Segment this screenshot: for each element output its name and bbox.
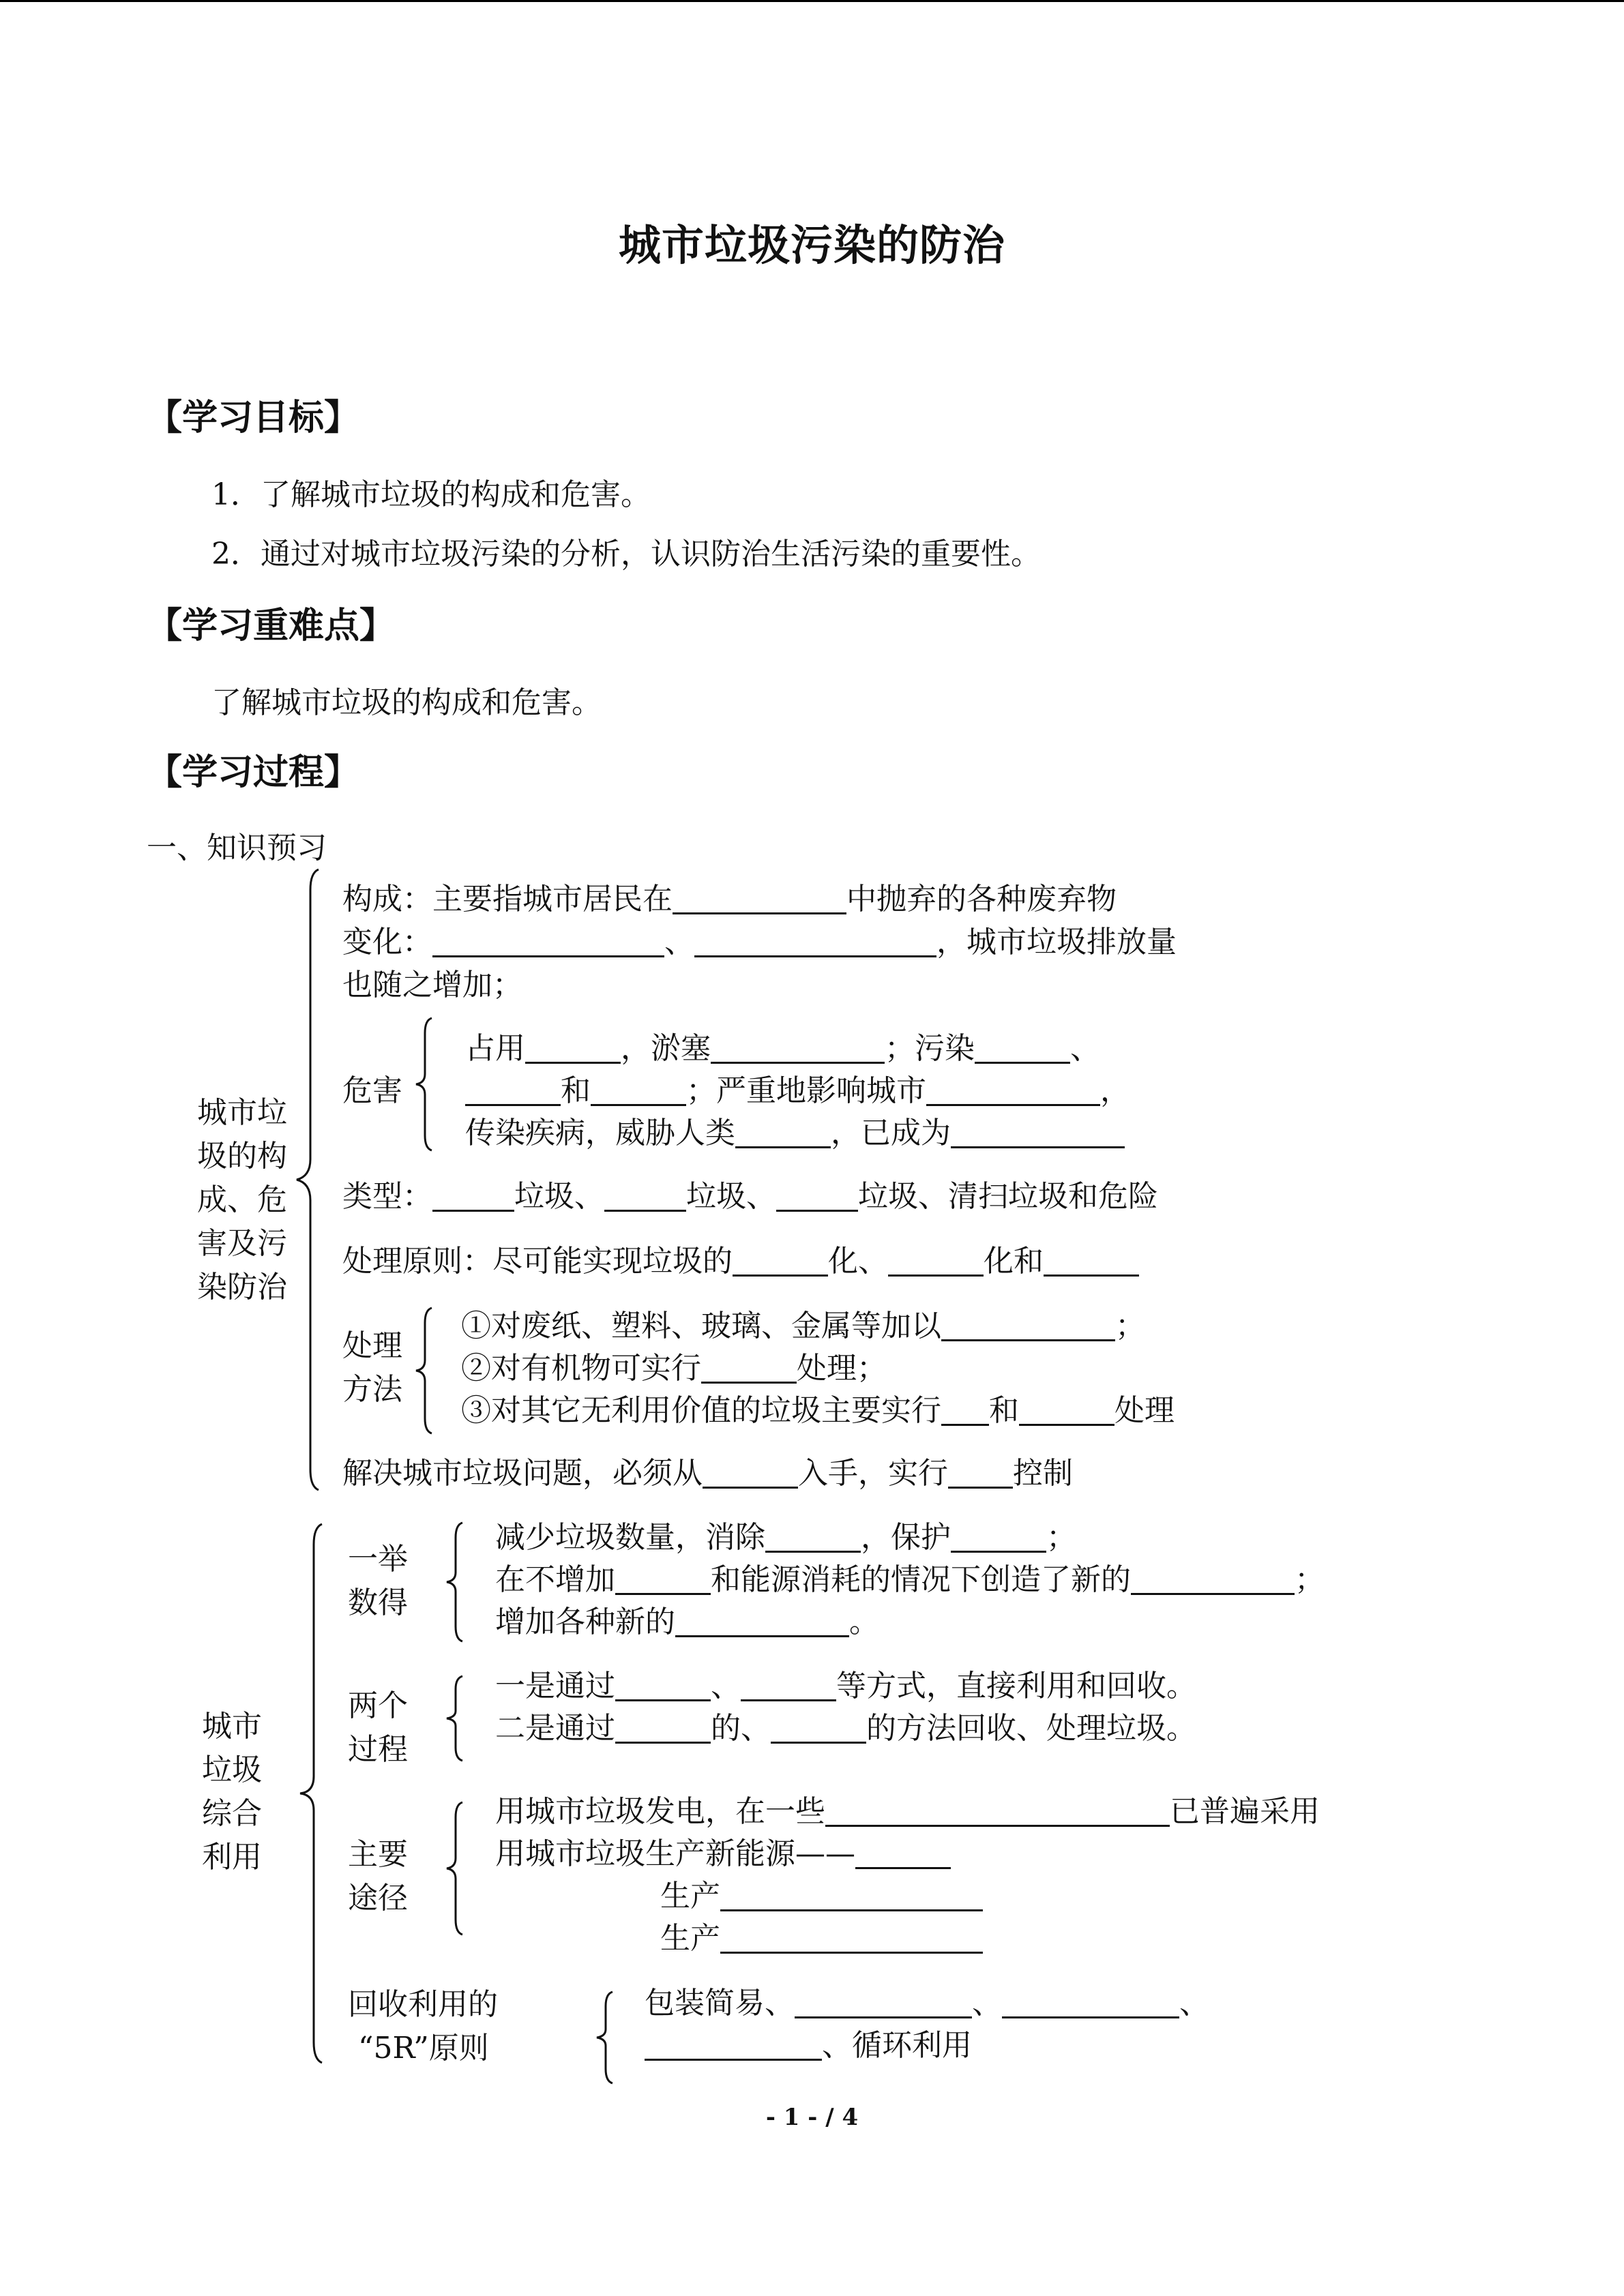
page-number-footer: - 1 - / 4 [765, 2104, 859, 2131]
solve-blank-2[interactable] [948, 1455, 1013, 1489]
tree2-root-label: 城市垃圾综合利用 [202, 1709, 262, 1875]
harm-blank-1[interactable] [525, 1030, 621, 1064]
tree1-root-label: 城市垃圾的构成、危害及污染防治 [197, 1095, 287, 1304]
processes-blank-2[interactable] [741, 1668, 836, 1701]
change-blank-1[interactable] [432, 924, 664, 957]
processes-line-1: 一是通过 、 等方式，直接利用和回收。 [495, 1669, 1196, 1703]
principle-blank-2[interactable] [888, 1243, 984, 1277]
five-r-line-1: 包装简易、 、 、 [645, 1986, 1209, 2021]
harm-label: 危害 [342, 1073, 402, 1108]
benefits-blank-1[interactable] [765, 1519, 861, 1553]
five-r-line-2: 、循环利用 [645, 2025, 972, 2066]
harm-blank-3[interactable] [975, 1030, 1070, 1064]
ways-blank-4[interactable] [720, 1920, 983, 1954]
composition-blank[interactable] [673, 881, 846, 914]
principle-blank-3[interactable] [1044, 1243, 1139, 1277]
tree1-main-brace [290, 866, 331, 1493]
objective-item-1: 1．了解城市垃圾的构成和危害。 [211, 477, 651, 512]
key-points-heading: 【学习重难点】 [147, 606, 396, 646]
ways-label: 主要途径 [348, 1837, 408, 1915]
types-blank-1[interactable] [432, 1178, 514, 1212]
benefits-blank-3[interactable] [615, 1562, 711, 1595]
ways-blank-2[interactable] [855, 1836, 951, 1869]
harm-blank-8[interactable] [951, 1115, 1125, 1148]
change-blank-2[interactable] [694, 924, 936, 957]
harm-brace [413, 1016, 440, 1152]
processes-label: 两个过程 [348, 1688, 408, 1767]
harm-blank-4[interactable] [465, 1073, 561, 1106]
five-r-label-line-2: “5R”原则 [358, 2031, 489, 2066]
methods-blank-4[interactable] [1019, 1392, 1114, 1426]
ways-line-3: 生产 [660, 1876, 983, 1917]
processes-brace [443, 1674, 471, 1763]
processes-line-2: 二是通过 的、 的方法回收、处理垃圾。 [495, 1711, 1196, 1746]
five-r-label-line-1: 回收利用的 [348, 1987, 498, 2022]
benefits-label: 一举数得 [348, 1542, 408, 1620]
ways-line-4: 生产 [660, 1918, 983, 1959]
methods-line-2: ②对有机物可实行 处理； [461, 1351, 887, 1386]
types-blank-3[interactable] [776, 1178, 858, 1212]
harm-blank-7[interactable] [735, 1115, 831, 1148]
objectives-heading: 【学习目标】 [147, 398, 360, 438]
benefits-line-3: 增加各种新的 。 [495, 1605, 879, 1639]
change-line: 变化： 、 ，城市垃圾排放量 [342, 925, 1177, 959]
methods-label: 处理方法 [342, 1328, 402, 1407]
benefits-brace [443, 1521, 471, 1643]
change-line-cont: 也随之增加； [342, 968, 522, 1002]
ways-brace [443, 1800, 471, 1937]
methods-line-3: ③对其它无利用价值的垃圾主要实行 和 处理 [461, 1393, 1175, 1428]
ways-line-2: 用城市垃圾生产新能源—— [495, 1834, 951, 1875]
harm-blank-5[interactable] [591, 1073, 686, 1106]
benefits-blank-5[interactable] [675, 1604, 849, 1637]
page-title: 城市垃圾污染的防治 [618, 220, 1005, 270]
benefits-line-2: 在不增加 和能源消耗的情况下创造了新的 ； [495, 1562, 1325, 1597]
harm-line-1: 占用 ，淤塞 ；污染 、 [465, 1031, 1100, 1066]
ways-blank-1[interactable] [825, 1793, 1170, 1827]
ways-line-1: 用城市垃圾发电，在一些 已普遍采用 [495, 1794, 1320, 1829]
harm-line-3: 传染疾病，威胁人类 ，已成为 [465, 1113, 1125, 1154]
benefits-blank-2[interactable] [951, 1519, 1046, 1553]
solve-line: 解决城市垃圾问题，必须从 入手，实行 控制 [342, 1456, 1073, 1491]
methods-brace [413, 1306, 440, 1435]
objective-item-2: 2．通过对城市垃圾污染的分析，认识防治生活污染的重要性。 [211, 537, 1041, 571]
top-border-line [0, 0, 1624, 2]
methods-blank-3[interactable] [941, 1392, 989, 1426]
solve-blank-1[interactable] [703, 1455, 798, 1489]
processes-blank-4[interactable] [771, 1710, 866, 1744]
principle-line: 处理原则：尽可能实现垃圾的 化、 化和 [342, 1241, 1139, 1282]
methods-blank-2[interactable] [701, 1350, 797, 1384]
key-points-text: 了解城市垃圾的构成和危害。 [211, 685, 602, 720]
ways-blank-3[interactable] [720, 1878, 983, 1911]
principle-blank-1[interactable] [733, 1243, 828, 1277]
five-r-blank-3[interactable] [645, 2027, 822, 2061]
five-r-brace [593, 1990, 621, 2085]
harm-line-2: 和 ；严重地影响城市 ， [465, 1071, 1130, 1112]
part1-title: 一、知识预习 [147, 831, 327, 865]
types-line: 类型： 垃圾、 垃圾、 垃圾、清扫垃圾和危险 [342, 1179, 1158, 1214]
processes-blank-3[interactable] [615, 1710, 711, 1744]
types-blank-2[interactable] [604, 1178, 686, 1212]
benefits-line-1: 减少垃圾数量，消除 ，保护 ； [495, 1520, 1076, 1555]
methods-line-1: ①对废纸、塑料、玻璃、金属等加以 ； [461, 1309, 1145, 1343]
five-r-blank-1[interactable] [795, 1985, 972, 2018]
processes-blank-1[interactable] [615, 1668, 711, 1701]
benefits-blank-4[interactable] [1131, 1562, 1295, 1595]
harm-blank-2[interactable] [711, 1030, 885, 1064]
tree2-main-brace [293, 1521, 334, 2066]
harm-blank-6[interactable] [926, 1073, 1100, 1106]
methods-blank-1[interactable] [941, 1308, 1115, 1341]
five-r-blank-2[interactable] [1002, 1985, 1179, 2018]
process-heading: 【学习过程】 [147, 752, 360, 793]
composition-line: 构成：主要指城市居民在 中抛弃的各种废弃物 [342, 882, 1117, 916]
